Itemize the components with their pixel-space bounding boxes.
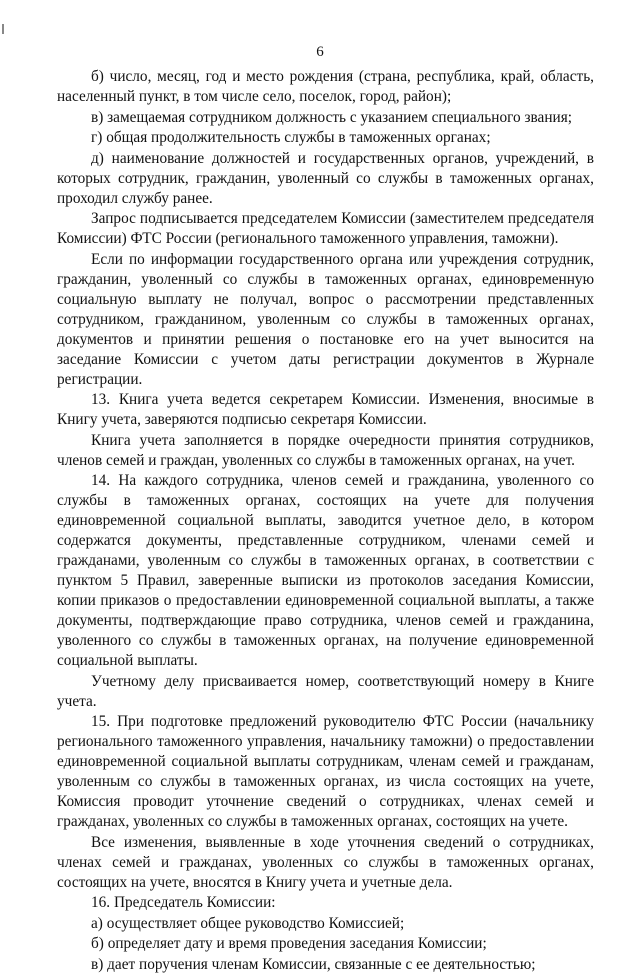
- paragraph: г) общая продолжительность службы в таможенных органах;: [91, 129, 491, 146]
- paragraph: а) осуществляет общее руководство Комиссией;: [91, 914, 405, 932]
- paragraph: в) замещаемая сотрудником должность с указанием специального звания;: [91, 108, 572, 126]
- scan-artifact: [2, 24, 4, 34]
- paragraph: Если по информации государственного органа или учреждения сотрудник, гражданин, уволенный со службы в таможенных органах, единовременную социальную выплату не получал, вопрос о рассмотрении представленных сотрудником, гражданином, уволенным со службы в таможенных органах, документов и принятии решения о постановке его на учет выносится на заседание Комиссии с учетом даты регистрации документов в Журнале регистрации.: [57, 250, 594, 388]
- paragraph: 14. На каждого сотрудника, членов семей и гражданина, уволенного со службы в таможенных органах, состоящих на учете для получения единовременной социальной выплаты, заводится учетное дело, в котором содержатся документы, представленные сотрудником, членами семей и гражданами, уволенным со службы в таможенных органах, в соответствии с пунктом 5 Правил, заверенные выписки из протоколов заседания Комиссии, копии приказов о предоставлении единовременной социальной выплаты, а также документы, подтверждающие право сотрудника, членов семей и гражданина, уволенного со службы в таможенных органах, на получение единовременной социальной выплаты.: [57, 472, 594, 669]
- paragraph: 15. При подготовке предложений руководителю ФТС России (начальнику регионального таможенного управления, начальнику таможни) о предоставлении единовременной социальной выплаты сотрудникам, членам семей и гражданам, уволенным со службы в таможенных органах, из числа состоящих на учете, Комиссия проводит уточнение сведений о сотрудниках, членах семей и гражданах, уволенных со службы в таможенных органах, состоящих на учете.: [57, 713, 594, 830]
- paragraph: Книга учета заполняется в порядке очередности принятия сотрудников, членов семей и граждан, уволенных со службы в таможенных органах, на учет.: [57, 431, 594, 469]
- paragraph: в) дает поручения членам Комиссии, связанные с ее деятельностью;: [91, 955, 536, 973]
- paragraph: д) наименование должностей и государственных органов, учреждений, в которых сотрудник, гражданин, уволенный со службы в таможенных органах, проходил службу ранее.: [57, 149, 594, 207]
- paragraph: Запрос подписывается председателем Комиссии (заместителем председателя Комиссии) ФТС России (регионального таможенного управления, таможни).: [57, 210, 594, 247]
- paragraph: б) определяет дату и время проведения заседания Комиссии;: [91, 935, 487, 952]
- page-number: 6: [316, 44, 324, 60]
- paragraph: Учетному делу присваивается номер, соответствующий номеру в Книге учета.: [57, 672, 594, 710]
- paragraph: 16. Председатель Комиссии:: [91, 894, 276, 911]
- document-body: [57, 67, 594, 975]
- paragraph: б) число, месяц, год и место рождения (страна, республика, край, область, населенный пункт, в том числе село, поселок, город, район);: [57, 68, 594, 105]
- paragraph: Все изменения, выявленные в ходе уточнения сведений о сотрудниках, членах семей и гражданах, уволенных со службы в таможенных органах, состоящих на учете, вносятся в Книгу учета и учетные дела.: [57, 833, 594, 891]
- paragraph: 13. Книга учета ведется секретарем Комиссии. Изменения, вносимые в Книгу учета, заверяются подписью секретаря Комиссии.: [57, 391, 594, 428]
